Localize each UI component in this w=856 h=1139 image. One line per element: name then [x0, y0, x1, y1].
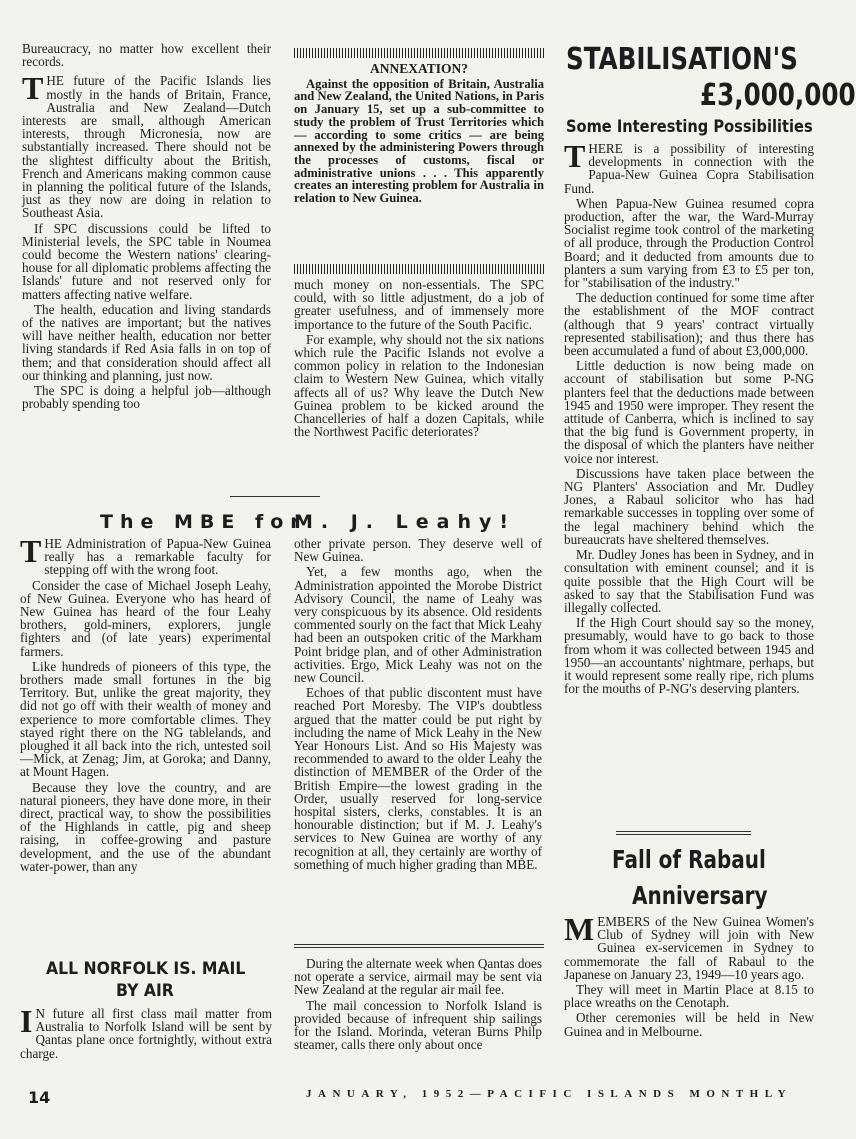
column-3	[564, 138, 814, 697]
paragraph: Other ceremonies will be held in New Guinea and in Melbourne.	[564, 1010, 814, 1039]
rabaul-title-1: Fall of Rabaul	[612, 845, 766, 874]
divider	[294, 944, 544, 945]
paragraph: Consider the case of Michael Joseph Leahy, of New Guinea. Everyone who has heard of New Guinea has heard of the four Leahy brothers, gold-miners, explorers, jungle fighters and (of late years) experimental farmers.	[20, 577, 271, 659]
column-rabaul	[564, 911, 814, 1040]
stabilisation-subtitle: Some Interesting Possibilities	[566, 117, 813, 137]
drop-cap: I	[20, 1003, 33, 1039]
annexation-body: Against the opposition of Britain, Australia and New Zealand, the United Nations, in Paris on January 15, set up a sub-committee to study the problem of Trust Territories which — according to some critics — are being annexed by the administering Powers through the processes of customs, fiscal or administrative unions . . . This apparently creates an interesting problem for Australia in relation to New Guinea.	[294, 76, 544, 206]
leahy-headline-right: M. J. Leahy!	[294, 511, 517, 533]
paragraph: other private person. They deserve well of New Guinea.	[294, 536, 542, 565]
paragraph: THE future of the Pacific Islands lies mostly in the hands of Britain, France, Australia and New Zealand—Dutch interests are small, although American interests, through Micronesia, now are substantially increased. There should not be the slightest difficulty about the British, French and Americans making common cause in planning the political future of the Islands, just as they now are doing in relation to Southeast Asia.	[22, 70, 271, 221]
box-top-border	[294, 48, 544, 58]
divider	[616, 831, 751, 832]
drop-cap: T	[22, 70, 44, 107]
box-bottom-border	[294, 264, 544, 274]
divider	[294, 947, 544, 948]
norfolk-title-1: ALL NORFOLK IS. MAIL	[46, 959, 246, 979]
paragraph: The mail concession to Norfolk Island is provided because of infrequent ship sailings for the Island. Morinda, veteran Burns Philp steamer, calls there only about once	[294, 997, 542, 1053]
paragraph: When Papua-New Guinea resumed copra production, after the war, the Ward-Murray Socialist regime took control of the marketing of all produce, through the Production Control Board; and it deducted from amounts due to planters a sum varying from £3 to £5 per ton, for "stabilisation of the industry."	[564, 195, 814, 291]
leahy-column-left	[20, 533, 271, 875]
paragraph: THE Administration of Papua-New Guinea really has a remarkable faculty for stepping off with the wrong foot.	[20, 533, 271, 578]
paragraph: Bureaucracy, no matter how excellent their records.	[22, 41, 271, 70]
column-rabaul-clip	[564, 911, 814, 1075]
paragraph: For example, why should not the six nations which rule the Pacific Islands not evolve a common policy in relation to the Indonesian claim to Western New Guinea, which vitally affects all of us? Why leave the Dutch New Guinea problem to be kicked around the Chancelleries of half a dozen Capitals, while the Northwest Pacific deteriorates?	[294, 331, 544, 440]
paragraph: If the High Court should say so the money, presumably, would have to go back to those from whom it was collected between 1945 and 1950—an accountants' nightmare, perhaps, but it would represent some really ripe, rich plums for the mouths of P-NG's deserving planters.	[564, 615, 814, 697]
paragraph: Because they love the country, and are natural pioneers, they have done more, in their direct, practical way, to show the possibilities of the Highlands in cattle, pig and sheep raising, in coffee-growing and pasture development, and the use of the abundant water-power, than any	[20, 779, 271, 874]
norfolk-column-left	[20, 1003, 272, 1062]
rabaul-title-2: Anniversary	[632, 881, 768, 910]
annexation-title: ANNEXATION?	[369, 61, 468, 76]
column-1	[22, 42, 271, 412]
drop-cap: T	[564, 138, 586, 174]
paragraph: The SPC is doing a helpful job—although probably spending too	[22, 383, 271, 412]
paragraph: MEMBERS of the New Guinea Women's Club of Sydney will join with New Guinea ex-servicemen in Sydney to commemorate the fall of Rabaul to the Japanese on January 23, 1949—10 years ago.	[564, 911, 814, 982]
drop-cap: M	[564, 911, 595, 947]
paragraph: During the alternate week when Qantas does not operate a service, airmail may be sent via New Zealand at the regular air mail fee.	[294, 956, 542, 998]
leahy-headline-left: The MBE for	[100, 511, 307, 533]
divider	[230, 496, 320, 497]
paragraph: Yet, a few months ago, when the Administration appointed the Morobe District Advisory Council, the name of Leahy was very conspicuous by its absence. Old residents commented sourly on the fact that Mick Leahy had been an outspoken critic of the Markham Point bridge plan, and of other Administration activities. Ergo, Mick Leahy was not on the new Council.	[294, 564, 542, 686]
drop-cap: T	[20, 533, 42, 569]
paragraph: much money on non-essentials. The SPC could, with so little adjustment, do a job of greater usefulness, and of immensely more importance to the future of the South Pacific.	[294, 277, 544, 332]
paragraph: Discussions have taken place between the NG Planters' Association and Mr. Dudley Jones, a Rabaul solicitor who has had remarkable successes in toppling over some of the legal machinery behind which the bureaucrats have sheltered themselves.	[564, 465, 814, 547]
stabilisation-amount: £3,000,000	[700, 78, 856, 113]
paragraph: I N future all first class mail matter from Australia to Norfolk Island will be sent by Qantas plane once fortnightly, without extra charge.	[20, 1003, 272, 1061]
norfolk-title-2: BY AIR	[116, 981, 174, 1001]
stabilisation-title: STABILISATION'S	[566, 42, 798, 77]
paragraph: The health, education and living standards of the natives are important; but the natives will have neither health, education nor better living standards if Red Asia falls in on top of them; and that consideration should affect all our thinking and planning, just now.	[22, 301, 271, 383]
paragraph: Mr. Dudley Jones has been in Sydney, and in consultation with eminent counsel; and it is quite possible that the High Court will be asked to say that the Stabilisation Fund was illegally collected.	[564, 547, 814, 615]
paragraph: Little deduction is now being made on account of stabilisation but some P-NG planters feel that the deductions made between 1945 and 1950 were improper. They resent the attitude of Canberra, which is inclined to say that the big fund is Government property, in the disposal of which the planters have neither voice nor interest.	[564, 358, 814, 466]
column-3-clip	[564, 138, 814, 832]
annexation-box	[294, 63, 544, 205]
column-2	[294, 278, 544, 440]
paragraph: Like hundreds of pioneers of this type, the brothers made small fortunes in the big Territory. But, unlike the great majority, they did not go off with their wealth of money and experience to more comfortable climes. They stayed right there on the NG tablelands, and ploughed it all back into the rich, untested soil—Mick, at Zenag; Jim, at Goroka; and Danny, at Mount Hagen.	[20, 658, 271, 780]
divider	[616, 834, 751, 835]
paragraph: The deduction continued for some time after the establishment of the MOF contract (although that 9 years' contract virtually represented stabilisation); and thus there has been accumulated a fund of about £3,000,000.	[564, 290, 814, 359]
paragraph: They will meet in Martin Place at 8.15 to place wreaths on the Cenotaph.	[564, 982, 814, 1011]
paragraph: Echoes of that public discontent must have reached Port Moresby. The VIP's doubtless argued that the matter could be put right by including the name of Mick Leahy in the New Year Honours List. And so His Majesty was recommended to award to the older Leahy the distinction of MEMBER of the Order of the British Empire—the lowest grading in the Order, usually reserved for long-service hospital sisters, clerks, constables. It is an honourable distinction; but if M. J. Leahy's services to New Guinea are worthy of any recognition at all, they certainly are worthy of something of much higher grading than MBE.	[294, 685, 542, 872]
footer-issue: JANUARY, 1952—PACIFIC ISLANDS MONTHLY	[306, 1088, 793, 1100]
page-number: 14	[28, 1088, 51, 1107]
leahy-column-right	[294, 537, 542, 873]
norfolk-column-right	[294, 957, 542, 1053]
paragraph: THERE is a possibility of interesting developments in connection with the Papua-New Guinea Copra Stabilisation Fund.	[564, 138, 814, 196]
paragraph: If SPC discussions could be lifted to Ministerial levels, the SPC table in Noumea could become the Western nations' clearing-house for all diplomatic problems affecting the Islands' future and not reserved only for matters affecting native welfare.	[22, 220, 271, 302]
